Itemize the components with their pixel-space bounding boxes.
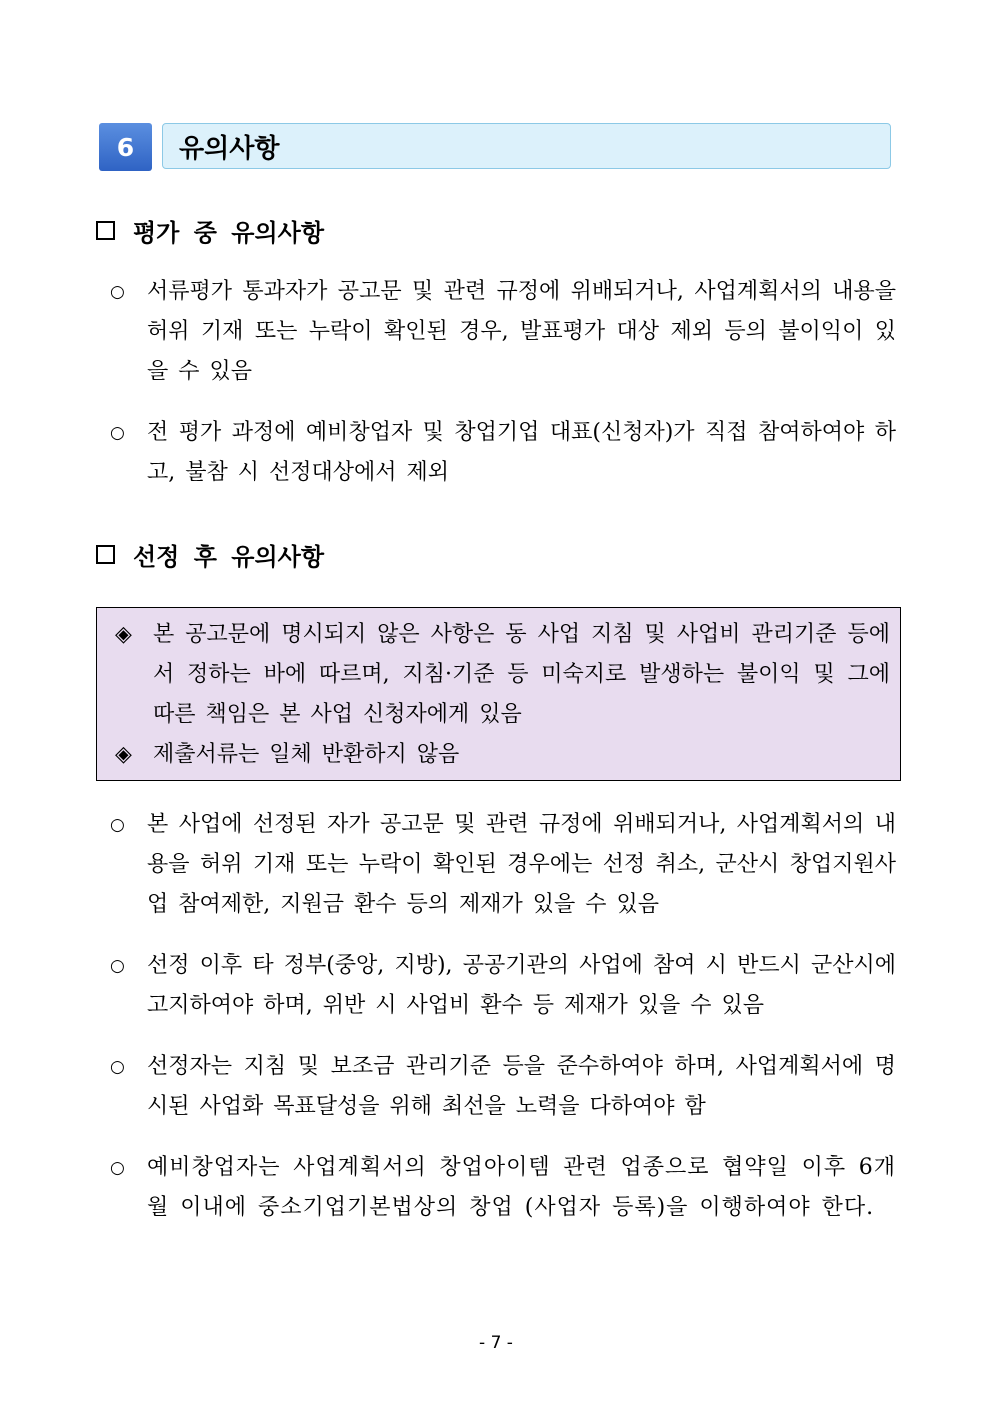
notice-box (96, 607, 901, 781)
list-item-text: 전 평가 과정에 예비창업자 및 창업기업 대표(신청자)가 직접 참여하여야 하고, 불참 시 선정대상에서 제외 (147, 420, 896, 485)
subheading-text: 평가 중 유의사항 (133, 218, 324, 247)
list-item (110, 272, 896, 392)
circle-bullet-icon: ○ (110, 1158, 126, 1178)
notice-item-text: 본 공고문에 명시되지 않은 사항은 동 사업 지침 및 사업비 관리기준 등에서 정하는 바에 따르며, 지침·기준 등 미숙지로 발생하는 불이익 및 그에 따른 책임은 본 사업 신청자에게 있음 (153, 622, 890, 727)
list-item-text: 서류평가 통과자가 공고문 및 관련 규정에 위배되거나, 사업계획서의 내용을 허위 기재 또는 누락이 확인된 경우, 발표평가 대상 제외 등의 불이익이 있을 수 있음 (147, 279, 896, 384)
circle-bullet-icon: ○ (110, 956, 125, 976)
notice-item-text: 제출서류는 일체 반환하지 않음 (153, 742, 460, 767)
circle-bullet-icon: ○ (110, 1057, 125, 1077)
section-header (99, 123, 893, 171)
circle-bullet-icon: ○ (110, 423, 125, 443)
list-item-text: 선정자는 지침 및 보조금 관리기준 등을 준수하여야 하며, 사업계획서에 명시된 사업화 목표달성을 위해 최선을 노력을 다하여야 함 (147, 1054, 896, 1119)
list-item-text: 선정 이후 타 정부(중앙, 지방), 공공기관의 사업에 참여 시 반드시 군산시에 고지하여야 하며, 위반 시 사업비 환수 등 제재가 있을 수 있음 (147, 953, 896, 1018)
page-number: - 7 - (479, 1333, 513, 1353)
subheading-after-selection (96, 537, 324, 571)
subheading-text: 선정 후 유의사항 (133, 542, 324, 571)
circle-bullet-icon: ○ (110, 282, 125, 302)
list-item (110, 1047, 896, 1127)
checkbox-square-icon (96, 221, 115, 240)
section-number: 6 (99, 123, 152, 171)
notice-item (115, 735, 890, 775)
circle-bullet-icon: ○ (110, 815, 125, 835)
list-item (110, 946, 896, 1026)
checkbox-square-icon (96, 545, 115, 564)
notice-item (115, 615, 890, 735)
list-item-text: 예비창업자는 사업계획서의 창업아이템 관련 업종으로 협약일 이후 6개월 이내에 중소기업기본법상의 창업 (사업자 등록)을 이행하여야 한다. (147, 1155, 896, 1220)
diamond-bullet-icon: ◈ (115, 742, 132, 767)
subheading-evaluation (96, 213, 324, 247)
section-title: 유의사항 (162, 123, 891, 169)
diamond-bullet-icon: ◈ (115, 622, 132, 647)
list-item (110, 413, 896, 493)
list-item (110, 1148, 896, 1228)
list-item (110, 805, 896, 925)
list-item-text: 본 사업에 선정된 자가 공고문 및 관련 규정에 위배되거나, 사업계획서의 내용을 허위 기재 또는 누락이 확인된 경우에는 선정 취소, 군산시 창업지원사업 참여제한, 지원금 환수 등의 제재가 있을 수 있음 (147, 812, 896, 917)
